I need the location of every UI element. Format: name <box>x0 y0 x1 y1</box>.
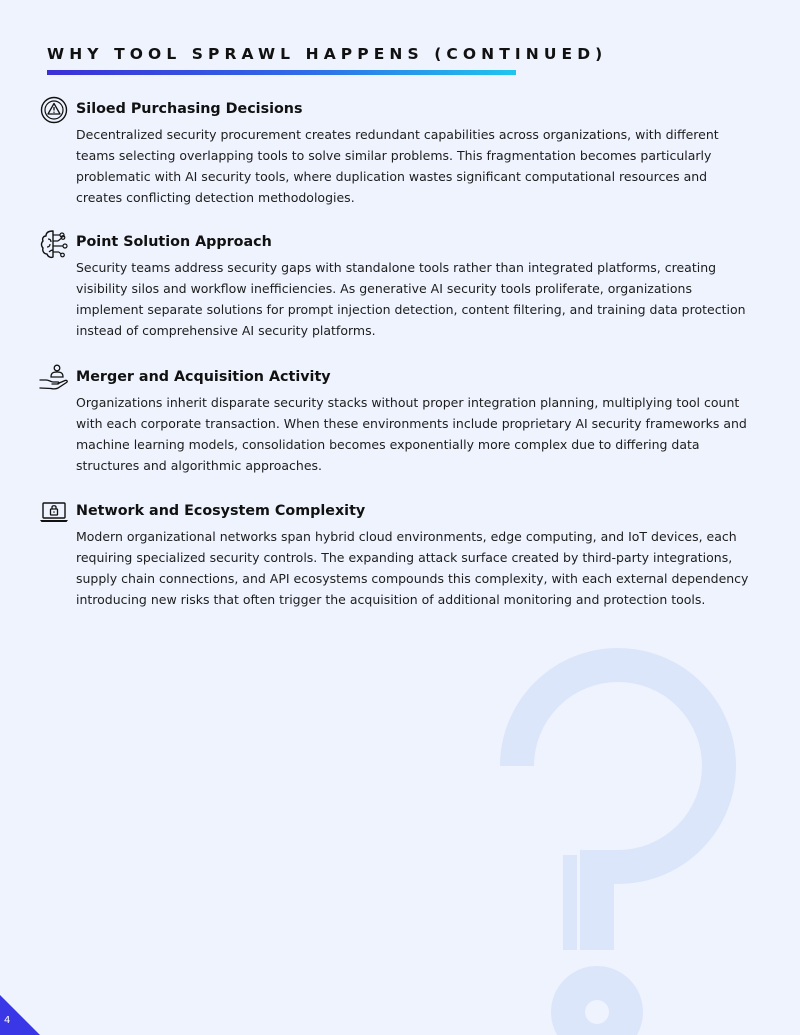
page-heading: WHY TOOL SPRAWL HAPPENS (CONTINUED) <box>47 45 608 63</box>
section-body: Organizations inherit disparate security stacks without proper integration planning, multiplying tool count with each corporate transaction. When these environments include proprietary AI security frameworks and machine learning models, consolidation becomes exponentially more complex due to differing data structures and algorithmic approaches. <box>76 395 747 473</box>
laptop-lock-icon <box>38 497 70 529</box>
brain-circuit-icon <box>38 228 70 260</box>
section-body: Modern organizational networks span hybrid cloud environments, edge computing, and IoT devices, each requiring specialized security controls. The expanding attack surface created by third-party integrations, supply chain connections, and API ecosystems compounds this complexity, with each external dependency introducing new risks that often trigger the acquisition of additional monitoring and protection tools. <box>76 529 749 607</box>
target-warning-icon <box>38 95 70 127</box>
page-number: 4 <box>4 1015 11 1026</box>
heading-underline <box>47 70 516 75</box>
section-title: Merger and Acquisition Activity <box>76 369 331 385</box>
section-title: Point Solution Approach <box>76 234 272 250</box>
hand-person-icon <box>38 363 70 395</box>
section-body: Decentralized security procurement creates redundant capabilities across organizations, with different teams selecting overlapping tools to solve similar problems. This fragmentation becomes particularly problematic with AI security tools, where duplication wastes significant computational resources and creates conflicting detection methodologies. <box>76 127 719 205</box>
section-body: Security teams address security gaps with standalone tools rather than integrated platforms, creating visibility silos and workflow inefficiencies. As generative AI security tools proliferate, organizations implement separate solutions for prompt injection detection, content filtering, and training data protection instead of comprehensive AI security platforms. <box>76 260 746 338</box>
section-title: Siloed Purchasing Decisions <box>76 101 303 117</box>
section-title: Network and Ecosystem Complexity <box>76 503 366 519</box>
